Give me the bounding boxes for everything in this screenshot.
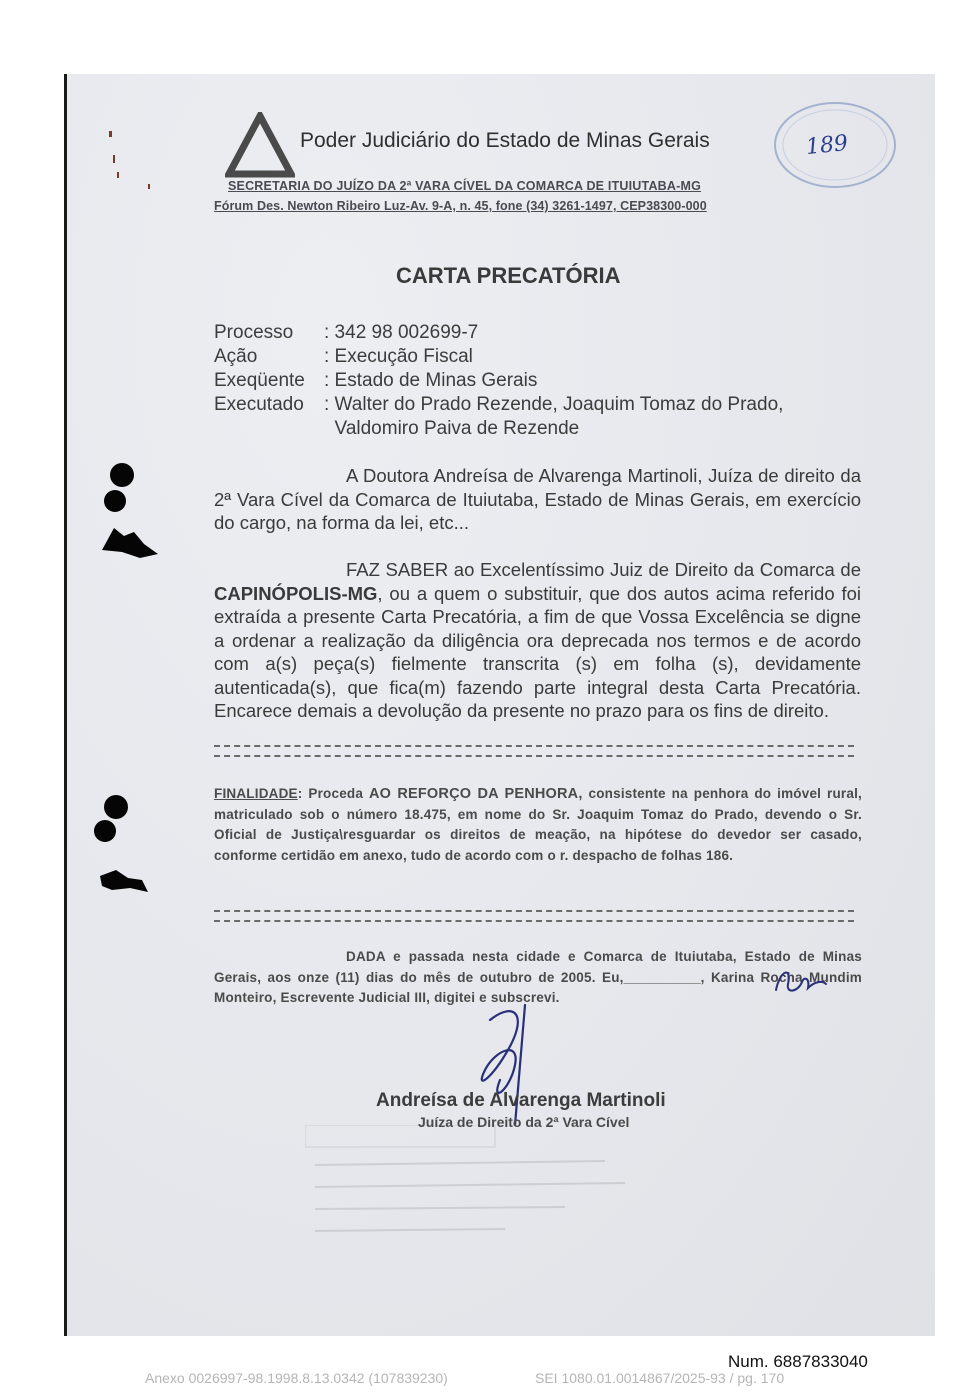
document-title: CARTA PRECATÓRIA [396, 263, 621, 288]
torn-punch-hole [98, 866, 150, 896]
finalidade-bold: AO REFORÇO DA PENHORA, [368, 786, 583, 802]
finalidade-text: consistente na penhora do imóvel rural, matriculado sob o número 18.475, em nome do Sr. Joaquim Tomaz do Prado, devendo o Sr. Oficial de Justiça\resguardar os direitos de meação, na hipótese do devedor ser casado, conforme certidão em anexo, tudo de acordo com o r. despacho de folhas 186. [214, 786, 862, 863]
field-value: Valdomiro Paiva de Rezende [324, 418, 580, 439]
judiciary-triangle-logo [225, 112, 295, 178]
punch-hole [94, 820, 116, 842]
signer-name: Andreísa de Alvarenga Martinoli [376, 1090, 666, 1111]
field-value: : Walter do Prado Rezende, Joaquim Tomaz do Prado, [324, 394, 784, 415]
punch-hole [104, 795, 128, 819]
handwritten-initials [770, 962, 830, 1000]
field-value: : Execução Fiscal [324, 346, 473, 367]
margin-mark [113, 155, 115, 163]
finalidade-colon: : [297, 786, 303, 801]
faz-saber-paragraph [214, 558, 861, 723]
faz-saber-rest: , ou a quem o substituir, que dos autos acima referido foi extraída a presente Carta Precatória, a fim de que Vossa Excelência se digne a ordenar a realização da diligência ora deprecada nos termos e de acordo com a(s) peça(s) fielmente transcrita (s) em folha (s), devidamente autenticada(s), que fica(m) fazendo parte integral desta Carta Precatória. Encarece demais a devolução da presente no prazo para os fins de direito. [214, 582, 861, 721]
faz-saber-text: FAZ SABER ao Excelentíssimo Juiz de Direito da Comarca de [346, 559, 861, 580]
field-label: Executado [214, 394, 304, 415]
punch-hole [110, 463, 134, 487]
destination-comarca: CAPINÓPOLIS-MG [214, 582, 378, 604]
secretariat-line: SECRETARIA DO JUÍZO DA 2ª VARA CÍVEL DA COMARCA DE ITUIUTABA-MG [228, 179, 702, 193]
separator-line [214, 745, 854, 757]
footer-sei: SEI 1080.01.0014867/2025-93 / pg. 170 [535, 1370, 785, 1386]
margin-mark [117, 172, 119, 178]
field-label: Ação [214, 346, 258, 367]
margin-mark [148, 184, 150, 189]
intro-paragraph: A Doutora Andreísa de Alvarenga Martinoli, Juíza de direito da 2ª Vara Cível da Comarca de Ituiutaba, Estado de Minas Gerais, em exercício do cargo, na forma da lei, etc... [214, 465, 861, 533]
footer [145, 1370, 785, 1386]
field-value: : 342 98 002699-7 [324, 322, 479, 343]
finalidade-label: FINALIDADE [214, 786, 298, 801]
court-name: Poder Judiciário do Estado de Minas Gerais [300, 129, 710, 152]
bleed-through-marks [305, 1125, 705, 1255]
field-value: : Estado de Minas Gerais [324, 370, 538, 391]
separator-line [214, 910, 854, 922]
finalidade-intro: Proceda [302, 786, 369, 801]
document-id-number: Num. 6887833040 [728, 1352, 868, 1371]
footer-annex: Anexo 0026997-98.1998.8.13.0342 (107839230) [145, 1370, 448, 1386]
signer-role: Juíza de Direito da 2ª Vara Cível [418, 1114, 630, 1130]
margin-mark [109, 131, 112, 137]
torn-punch-hole [100, 522, 162, 562]
forum-address: Fórum Des. Newton Ribeiro Luz-Av. 9-A, n. 45, fone (34) 3261-1497, CEP38300-000 [214, 199, 707, 213]
closing-paragraph: DADA e passada nesta cidade e Comarca de Ituiutaba, Estado de Minas Gerais, aos onze (11) dias do mês de outubro de 2005. Eu,__________, Karina Rocha Mundim Monteiro, Escrevente Judicial III, digitei e subscrevi. [214, 949, 862, 1005]
field-label: Processo [214, 322, 294, 343]
finalidade-paragraph [214, 784, 862, 866]
folio-number: 189 [804, 130, 850, 161]
field-label: Exeqüente [214, 370, 305, 391]
punch-hole [104, 490, 126, 512]
